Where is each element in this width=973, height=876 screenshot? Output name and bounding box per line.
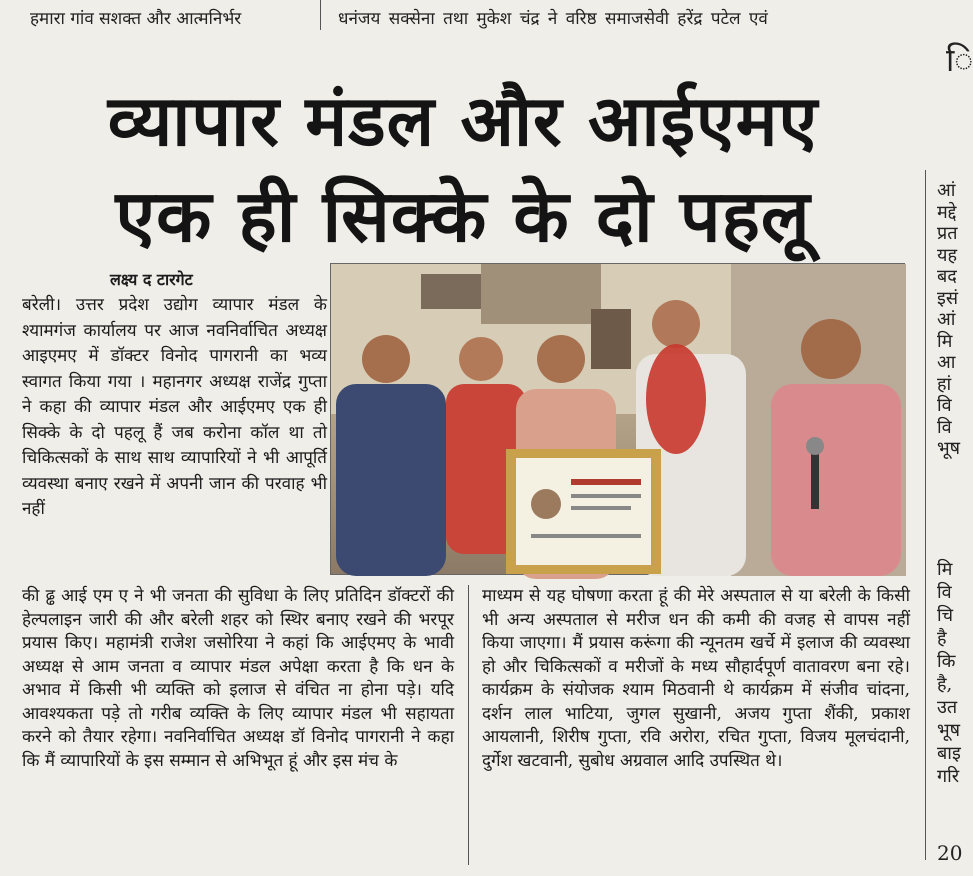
news-photo [330,263,905,575]
headline-line-2: एक ही सिक्के के दो पहलू [115,174,811,258]
column-separator [468,585,469,865]
edge-page-number: 20 [937,841,963,865]
article-column-1-top: बरेली। उत्तर प्रदेश उद्योग व्यापार मंडल के श्यामगंज कार्यालय पर आज नवनिर्वाचित अध्यक्ष आइएमए में डॉक्टर विनोद पागरानी का भव्य स्वागत किया गया । महानगर अध्यक्ष राजेंद्र गुप्ता ने कहा की व्यापार मंडल और आईएमए एक ही सिक्के के दो पहलू हैं जब करोना कॉल था तो चिकित्सकों के साथ साथ व्यापारियों ने भी आपूर्ति व्यवस्था बनाए रखने में अपनी जान की परवाह भी नहीं [22,295,327,519]
right-column-divider [925,170,926,860]
article-column-1-bottom: की ढ्ढ आई एम ए ने भी जनता की सुविधा के लिए प्रतिदिन डॉक्टरों की हेल्पलाइन जारी की और बरेली शहर को स्थिर बनाए रखने की भरपूर प्रयास किए। महामंत्री राजेश जसोरिया ने कहां कि आईएमए के भावी अध्यक्ष से आम जनता व व्यापार मंडल अपेक्षा करता है कि धन के अभाव में किसी भी व्यक्ति को इलाज से वंचित ना होना पड़े। यदि आवश्यकता पड़े तो गरीब व्यक्ति के लिए व्यापार मंडल भी सहायता करने को तैयार रहेगा। नवनिर्वाचित अध्यक्ष डॉ विनोद पागरानी ने कहा कि मैं व्यापारियों के इस सम्मान से अभिभूत हूं और इस मंच के [22,586,454,771]
edge-block-2: मि वि चि है कि है, उत भूष बाइ गरि [937,559,961,787]
photo-scene [331,264,906,576]
edge-block-1: आं मद्दे प्रत यह बद इसं आं मि आ हां वि वि भूष [937,180,961,459]
top-strip-right: धनंजय सक्सेना तथा मुकेश चंद्र ने वरिष्ठ समाजसेवी हरेंद्र पटेल एवं [338,9,768,29]
edge-top-char: ि [946,41,973,79]
column-divider [320,0,321,30]
article-column-2: माध्यम से यह घोषणा करता हूं की मेरे अस्पताल से या बरेली के किसी भी अन्य अस्पताल से मरीज धन की कमी की वजह से वापस नहीं किया जाएगा। मैं प्रयास करूंगा की न्यूनतम खर्चे में इलाज की व्यवस्था हो और चिकित्सकों व मरीजों के मध्य सौहार्दपूर्ण वातावरण बना रहे। कार्यक्रम के संयोजक श्याम मिठवानी थे कार्यक्रम में संजीव चांदना, दर्शन लाल भाटिया, जुगल सुखानी, अजय गुप्ता शैंकी, प्रकाश आयलानी, शिरीष गुप्ता, रवि अरोरा, रचित गुप्ता, विजय मूलचंदानी, दुर्गेश खटवानी, सुबोध अग्रवाल आदि उपस्थित थे। [482,586,910,771]
top-strip-left: हमारा गांव सशक्त और आत्मनिर्भर [30,9,242,29]
headline-line-1: व्यापार मंडल और आईएमए [107,80,819,162]
byline: लक्ष्य द टारगेट [110,270,193,289]
